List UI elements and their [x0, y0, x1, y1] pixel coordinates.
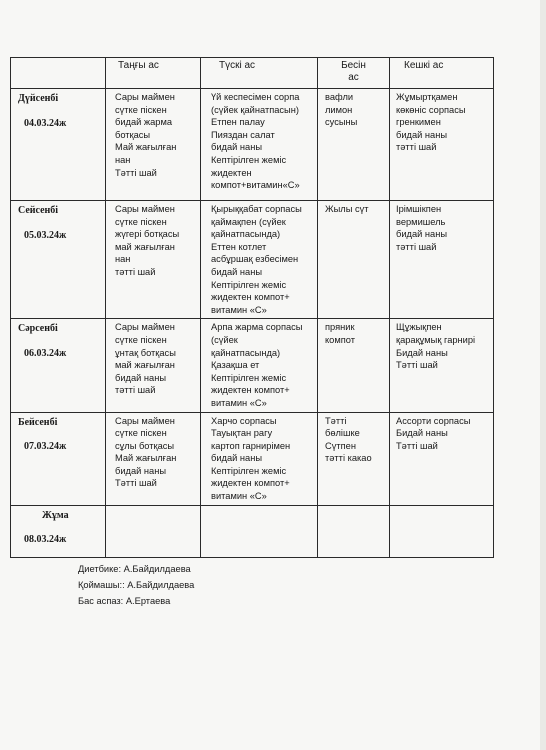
breakfast-cell	[106, 505, 201, 557]
menu-item-line: қайнатпасында)	[211, 347, 281, 358]
header-row	[11, 58, 494, 89]
menu-item-line: Май жағылған	[115, 142, 177, 153]
menu-item-line: нан	[115, 254, 131, 265]
menu-item-line: витамин «С»	[211, 304, 267, 315]
menu-item-line: Сары маймен	[115, 415, 175, 426]
menu-item-line: тәтті шай	[115, 385, 156, 396]
signatures-block	[78, 561, 194, 609]
menu-item-line: Жылы сүт	[325, 204, 369, 214]
header-snack	[318, 58, 390, 89]
menu-item-line: бидай наны	[211, 142, 263, 153]
snack-cell	[318, 505, 390, 557]
lunch-cell	[201, 201, 318, 319]
menu-item-line: бидай наны	[211, 453, 263, 464]
menu-item-line: картоп гарнирімен	[211, 440, 291, 451]
header-dinner-label: Кешкі ас	[404, 60, 444, 71]
menu-item-line: компот+витамин«С»	[211, 180, 300, 191]
snack-cell	[318, 412, 390, 505]
menu-item-line: Пияздан салат	[211, 129, 275, 140]
day-name: Сәрсенбі	[18, 323, 58, 335]
day-name: Бейсенбі	[18, 416, 58, 428]
menu-item-line: жидектен компот+	[211, 385, 290, 396]
menu-item-line: жүгері ботқасы	[115, 229, 180, 240]
menu-item-line: Қазақша ет	[211, 360, 260, 371]
menu-item-line: бидай наны	[115, 465, 167, 476]
menu-item-line: Сүтпен	[325, 440, 356, 451]
menu-item-line: сұлы ботқасы	[115, 440, 175, 451]
menu-item-line: Сары маймен	[115, 322, 175, 333]
menu-item-line: май жағылған	[115, 241, 175, 252]
menu-item-line: бидай наны	[211, 266, 263, 277]
menu-item-line: Тәтті шай	[396, 360, 438, 371]
header-breakfast-label: Таңғы ас	[118, 60, 159, 71]
menu-item-line: Тәтті шай	[115, 478, 157, 489]
snack-cell	[318, 89, 390, 201]
storekeeper-signature: Қоймашы:: А.Байдилдаева	[78, 580, 195, 590]
dietitian-signature: Диетбике: А.Байдилдаева	[78, 564, 191, 574]
day-date: 07.03.24ж	[24, 441, 67, 453]
menu-item-line: көкөніс сорпасы	[396, 104, 466, 115]
snack-cell	[318, 319, 390, 412]
menu-item-line: бидай наны	[396, 229, 448, 240]
menu-item-line: Харчо сорпасы	[211, 415, 277, 426]
snack-cell	[318, 201, 390, 319]
menu-item-line: ұнтақ ботқасы	[115, 347, 176, 358]
menu-item-line: сүтке піскен	[115, 104, 167, 115]
menu-item-line: Сары маймен	[115, 204, 175, 214]
menu-item-line: Етпен палау	[211, 117, 265, 128]
header-breakfast	[106, 58, 201, 89]
menu-item-line: вермишель	[396, 216, 446, 227]
menu-item-line: бидай наны	[396, 129, 448, 140]
menu-item-line: жидектен компот+	[211, 478, 290, 489]
menu-item-line: Ассорти сорпасы	[396, 415, 471, 426]
day-name: Дүйсенбі	[18, 93, 59, 104]
header-dinner	[390, 58, 494, 89]
menu-item-line: Бидай наны	[396, 428, 448, 439]
menu-item-line: Тәтті шай	[115, 167, 157, 178]
menu-item-line: тәтті шай	[115, 266, 156, 277]
menu-item-line: компот	[325, 334, 355, 345]
lunch-cell	[201, 505, 318, 557]
breakfast-cell	[106, 412, 201, 505]
menu-item-line: жидектен	[211, 167, 252, 178]
header-lunch-label: Түскі ас	[219, 60, 256, 71]
breakfast-cell	[106, 89, 201, 201]
menu-item-line: бидай жарма	[115, 117, 173, 128]
menu-item-line: Бидай наны	[396, 347, 448, 358]
day-date: 05.03.24ж	[24, 229, 67, 241]
lunch-cell	[201, 89, 318, 201]
menu-item-line: Май жағылған	[115, 453, 177, 464]
menu-item-line: май жағылған	[115, 360, 175, 371]
menu-item-line: сүтке піскен	[115, 216, 167, 227]
menu-item-line: асбұршақ езбесімен	[211, 254, 299, 265]
menu-item-line: тәтті шай	[396, 241, 437, 252]
breakfast-cell	[106, 319, 201, 412]
menu-item-line: Кептірілген жеміс	[211, 465, 287, 476]
menu-item-line: (сүйек	[211, 334, 238, 345]
menu-item-line: бидай наны	[115, 372, 167, 383]
menu-item-line: сүтке піскен	[115, 428, 167, 439]
menu-item-line: Щұжықпен	[396, 322, 442, 333]
menu-item-line: Кептірілген жеміс	[211, 154, 287, 165]
menu-item-line: қайнатпасында)	[211, 229, 281, 240]
scan-edge	[540, 0, 546, 750]
menu-item-line: витамин «С»	[211, 491, 267, 502]
menu-item-line: витамин «С»	[211, 397, 267, 408]
day-name: Жұма	[42, 509, 69, 521]
weekly-menu-table	[10, 57, 494, 558]
menu-item-line: пряник	[325, 322, 355, 333]
dinner-cell	[390, 505, 494, 557]
dinner-cell	[390, 201, 494, 319]
menu-item-line: Кептірілген жеміс	[211, 279, 287, 290]
header-lunch	[201, 58, 318, 89]
header-snack-label: Бесін ас	[341, 60, 366, 83]
menu-item-line: сусыны	[325, 117, 358, 128]
breakfast-cell	[106, 201, 201, 319]
menu-item-line: қарақұмық гарнирі	[396, 334, 476, 345]
table-row	[11, 89, 494, 201]
day-cell	[11, 89, 106, 201]
menu-item-line: Жұмыртқамен	[396, 92, 458, 102]
menu-item-line: сүтке піскен	[115, 334, 167, 345]
menu-item-line: Қырыққабат сорпасы	[211, 204, 302, 214]
menu-item-line: жидектен компот+	[211, 292, 290, 303]
day-cell	[11, 319, 106, 412]
day-name: Сейсенбі	[18, 205, 59, 216]
menu-item-line: нан	[115, 154, 131, 165]
day-date: 08.03.24ж	[24, 534, 67, 546]
menu-item-line: тәтті какао	[325, 453, 372, 464]
day-cell	[11, 505, 106, 557]
menu-item-line: ботқасы	[115, 129, 151, 140]
day-cell	[11, 412, 106, 505]
menu-item-line: Ірімшікпен	[396, 204, 442, 214]
menu-item-line: Кептірілген жеміс	[211, 372, 287, 383]
menu-item-line: Арпа жарма сорпасы	[211, 322, 303, 333]
menu-item-line: Еттен котлет	[211, 241, 267, 252]
menu-item-line: (сүйек қайнатпасын)	[211, 104, 299, 115]
day-cell	[11, 201, 106, 319]
dinner-cell	[390, 89, 494, 201]
dinner-cell	[390, 412, 494, 505]
header-day-cell	[11, 58, 106, 89]
menu-item-line: вафли	[325, 92, 354, 102]
table-row	[11, 505, 494, 557]
table-row	[11, 412, 494, 505]
menu-item-line: Тауықтан рагу	[211, 428, 273, 439]
head-cook-signature: Бас аспаз: А.Ертаева	[78, 596, 171, 606]
menu-item-line: бөлішке	[325, 428, 360, 439]
lunch-cell	[201, 412, 318, 505]
menu-item-line: Сары маймен	[115, 92, 175, 102]
lunch-cell	[201, 319, 318, 412]
menu-item-line: лимон	[325, 104, 353, 115]
menu-item-line: Тәтті шай	[396, 440, 438, 451]
table-row	[11, 201, 494, 319]
menu-item-line: гренкимен	[396, 117, 441, 128]
day-date: 04.03.24ж	[24, 117, 67, 129]
menu-item-line: қаймақпен (сүйек	[211, 216, 286, 227]
menu-item-line: Үй кеспесімен сорпа	[211, 92, 300, 102]
day-date: 06.03.24ж	[24, 347, 67, 359]
menu-item-line: тәтті шай	[396, 142, 437, 153]
table-row	[11, 319, 494, 412]
dinner-cell	[390, 319, 494, 412]
menu-item-line: Тәтті	[325, 415, 347, 426]
